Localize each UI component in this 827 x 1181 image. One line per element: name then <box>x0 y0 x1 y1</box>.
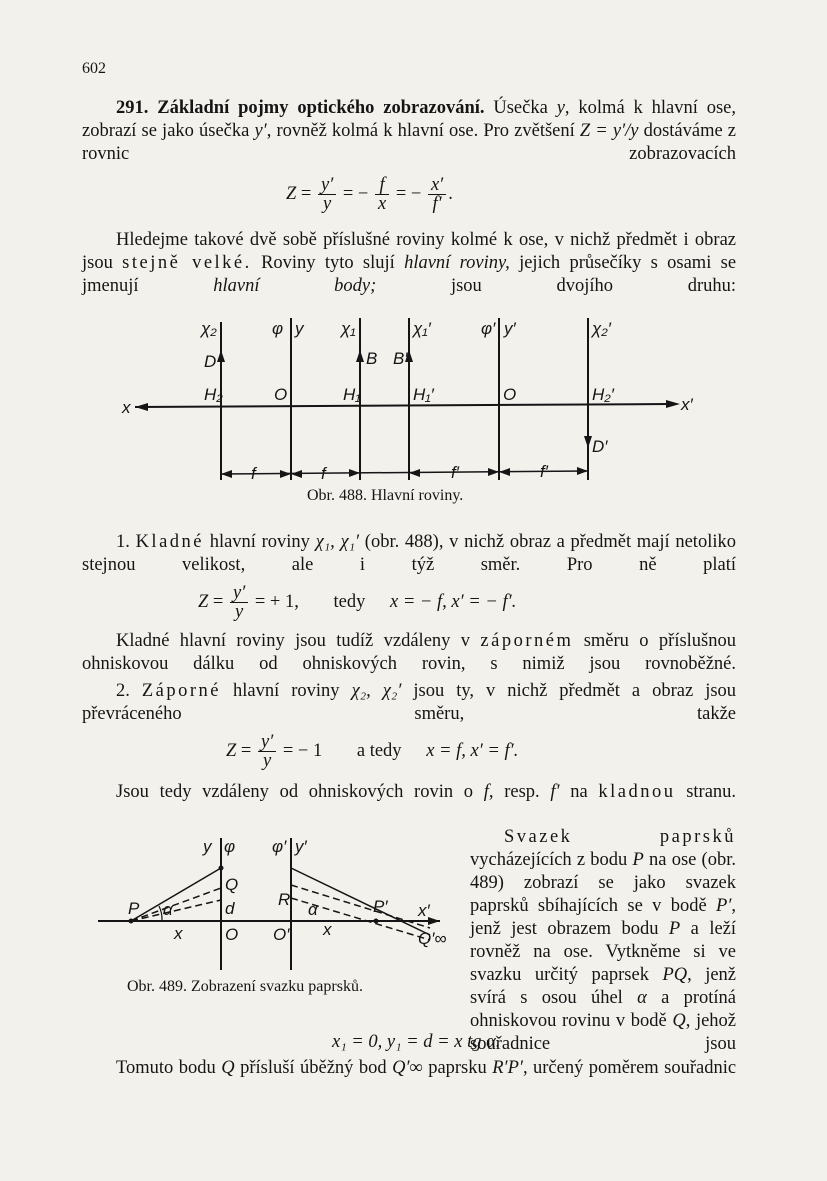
figure-489-caption: Obr. 489. Zobrazení svazku paprsků. <box>127 978 363 995</box>
text: jsou ty, v nichž předmět a obraz jsou převráceného směru, takže <box>82 681 737 724</box>
text: Hledejme takové dvě sobě příslušné roviny kolmé k ose, v nichž předmět i obraz jsou <box>82 230 736 273</box>
symbol: P <box>668 919 681 939</box>
label-x-prime: x′ <box>681 395 693 414</box>
label-x-prime: x′ <box>418 901 430 920</box>
symbol: Z = y′/y <box>579 121 639 141</box>
text: Kladné hlavní roviny jsou tudíž vzdáleny v <box>116 631 471 651</box>
label-x: x <box>122 398 131 417</box>
symbol: Q′∞ <box>392 1058 423 1078</box>
text: dostáváme z rovnic zobrazovacích <box>82 121 737 164</box>
text: (obr. 488), v nichž obraz a předmět mají netoliko stejnou velikost, ale i týž směr. Pro ně platí <box>82 532 736 575</box>
symbol: PQ <box>662 965 688 985</box>
page-number: 602 <box>82 60 106 77</box>
denominator: y <box>323 194 332 214</box>
symbol: f <box>483 782 489 802</box>
label-H1-prime: H₁′ <box>413 385 434 404</box>
label-B: B <box>366 349 378 368</box>
eq-lhs: Z <box>226 740 237 761</box>
text: hlavní roviny <box>209 532 310 552</box>
emphasis-italic: hlavní body; <box>213 276 377 296</box>
label-H1: H₁ <box>343 385 361 404</box>
label-chi2-prime: χ₂′ <box>592 319 611 338</box>
label-Q: Q <box>225 875 239 894</box>
symbol: P′ <box>716 896 732 916</box>
label-P: P <box>128 899 140 918</box>
label-chi1: χ₁ <box>341 319 356 338</box>
label-phi-prime: φ′ <box>272 837 287 856</box>
eq-condition: x = − f, x′ = − f′. <box>389 591 517 612</box>
denominator: x <box>378 194 387 214</box>
text: a tedy <box>356 740 402 761</box>
eq-condition: x = f, x′ = f′. <box>426 740 519 761</box>
symbol: χ₂, χ₂′ <box>351 681 402 701</box>
section-title: Základní pojmy optického zobrazování. <box>157 98 485 118</box>
label-O: O <box>225 925 239 944</box>
label-y-prime: y′ <box>295 837 307 856</box>
section-number: 291. <box>116 98 149 118</box>
label-H2: H₂ <box>204 385 223 404</box>
emphasis-spaced: stejně velké. <box>122 253 252 273</box>
label-D-prime: D′ <box>592 437 608 456</box>
label-f-2: f <box>321 464 326 483</box>
label-x: x <box>174 924 183 943</box>
symbol: y <box>556 98 565 118</box>
label-alpha-2: α <box>308 900 318 919</box>
symbol: R′P′ <box>492 1058 523 1078</box>
ray-2 <box>131 888 221 921</box>
paragraph-ray-bundle <box>470 826 736 1056</box>
numerator: y′ <box>258 733 276 752</box>
emphasis-spaced: Svazek paprsků <box>504 827 736 847</box>
label-D: D <box>204 352 217 371</box>
symbol: Q <box>672 1011 686 1031</box>
label-Q-infinity: Q′∞ <box>418 929 447 948</box>
text: Úsečka <box>493 98 548 118</box>
label-chi2: χ₂ <box>201 319 217 338</box>
label-x-right: x <box>323 920 332 939</box>
ray-3 <box>131 900 221 921</box>
emphasis-italic: hlavní roviny, <box>404 253 510 273</box>
label-f-prime-2: f′ <box>540 462 548 481</box>
eq-lhs: Z <box>198 591 209 612</box>
text: přísluší úběžný bod <box>240 1058 387 1078</box>
numerator: y′ <box>230 584 248 603</box>
denominator: f′ <box>432 194 442 214</box>
eq-lhs: Z <box>286 183 297 204</box>
numerator: f <box>375 176 389 195</box>
point-Q <box>219 866 224 871</box>
label-y: y <box>295 319 304 338</box>
text: , rovněž kolmá k hlavní ose. Pro zvětšení <box>266 121 575 141</box>
point-P <box>129 919 134 924</box>
emphasis-spaced: Kladné <box>135 532 204 552</box>
text: Jsou tedy vzdáleny od ohniskových rovin o <box>116 782 474 802</box>
text: jejich průsečíky s osami se jmenují <box>82 253 737 296</box>
denominator: y <box>235 602 244 622</box>
text: , jenž svírá s osou úhel <box>470 965 737 1008</box>
equation-positive: Z = $\frac{y'}{y}$ = + 1, tedy x = − f, x′ = − f′. <box>198 583 517 622</box>
denominator: y <box>263 751 272 771</box>
paragraph-vanishing-point <box>82 1057 736 1080</box>
text: stranu. <box>686 782 737 802</box>
label-phi-prime: φ′ <box>481 319 496 338</box>
label-O-right: O <box>503 385 517 404</box>
label-R: R <box>278 890 291 909</box>
text: na <box>570 782 588 802</box>
text: na ose (obr. 489) zobrazí se jako svazek paprsků sbíhajících se v bodě <box>470 850 736 916</box>
label-d: d <box>225 899 235 918</box>
text: Roviny tyto slují <box>261 253 395 273</box>
symbol: α <box>637 988 647 1008</box>
text: , kolmá k hlavní ose, zobrazí se jako úsečka <box>82 98 737 141</box>
figure-488-caption: Obr. 488. Hlavní roviny. <box>307 487 464 504</box>
item-number: 2. <box>116 681 130 701</box>
symbol: P <box>632 850 644 870</box>
label-phi: φ <box>224 837 236 856</box>
emphasis-spaced: záporném <box>480 631 574 651</box>
label-O: O <box>274 385 288 404</box>
equation-magnification: Z = $\frac{y'}{y}$ = − $\frac{f}{x}$ = − $\frac{x'}{f'}$ . <box>286 175 453 214</box>
label-P-prime: P′ <box>373 897 388 916</box>
text: tedy <box>333 591 366 612</box>
label-chi1-prime: χ₁′ <box>413 319 431 338</box>
text: , jenž jest obrazem bodu <box>470 896 737 939</box>
label-alpha: α <box>163 900 173 919</box>
text: a leží rovněž na ose. Vytkněme si ve svazku určitý paprsek <box>470 919 737 985</box>
text: vycházejících z bodu <box>470 850 628 870</box>
label-O-prime: O′ <box>273 925 290 944</box>
text: , resp. <box>488 782 540 802</box>
label-f-prime-1: f′ <box>451 463 459 482</box>
text: , jehož souřadnice jsou <box>470 1011 737 1054</box>
item-number: 1. <box>116 532 130 552</box>
text: , určený poměrem souřadnic <box>522 1058 737 1078</box>
angle-alpha-arc <box>159 906 162 921</box>
text: a protíná ohniskovou rovinu v bodě <box>470 988 736 1031</box>
label-y: y <box>203 837 212 856</box>
label-B-prime: B′ <box>393 349 408 368</box>
label-H2-prime: H₂′ <box>592 385 614 404</box>
numerator: x′ <box>428 176 446 195</box>
text: směru o příslušnou ohniskovou dálku od ohniskových rovin, s nimiž jsou rovnoběžné. <box>82 631 737 674</box>
equation-Q-coordinates: x₁ = 0, y₁ = d = x tg α. <box>332 1032 501 1052</box>
symbol: χ₁, χ₁′ <box>315 532 360 552</box>
label-f-1: f <box>251 464 256 483</box>
label-phi: φ <box>272 319 284 338</box>
symbol: Q <box>221 1058 235 1078</box>
text: jsou dvojího druhu: <box>450 276 737 296</box>
equation-negative: Z = $\frac{y'}{y}$ = − 1 a tedy x = f, x′ = f′. <box>226 732 519 771</box>
text: hlavní roviny <box>233 681 340 701</box>
numerator: y′ <box>318 176 336 195</box>
ray-PQ <box>131 868 221 921</box>
point-P-prime <box>374 919 379 924</box>
text: paprsku <box>428 1058 487 1078</box>
emphasis-spaced: kladnou <box>598 782 676 802</box>
symbol: f′ <box>550 782 560 802</box>
label-y-prime: y′ <box>504 319 516 338</box>
arrowhead-axis <box>428 917 440 925</box>
emphasis-spaced: Záporné <box>141 681 222 701</box>
text: Tomuto bodu <box>116 1058 216 1078</box>
eq-rhs: = + 1, <box>254 591 299 612</box>
eq-rhs: = − 1 <box>282 740 323 761</box>
symbol: y′ <box>254 121 267 141</box>
